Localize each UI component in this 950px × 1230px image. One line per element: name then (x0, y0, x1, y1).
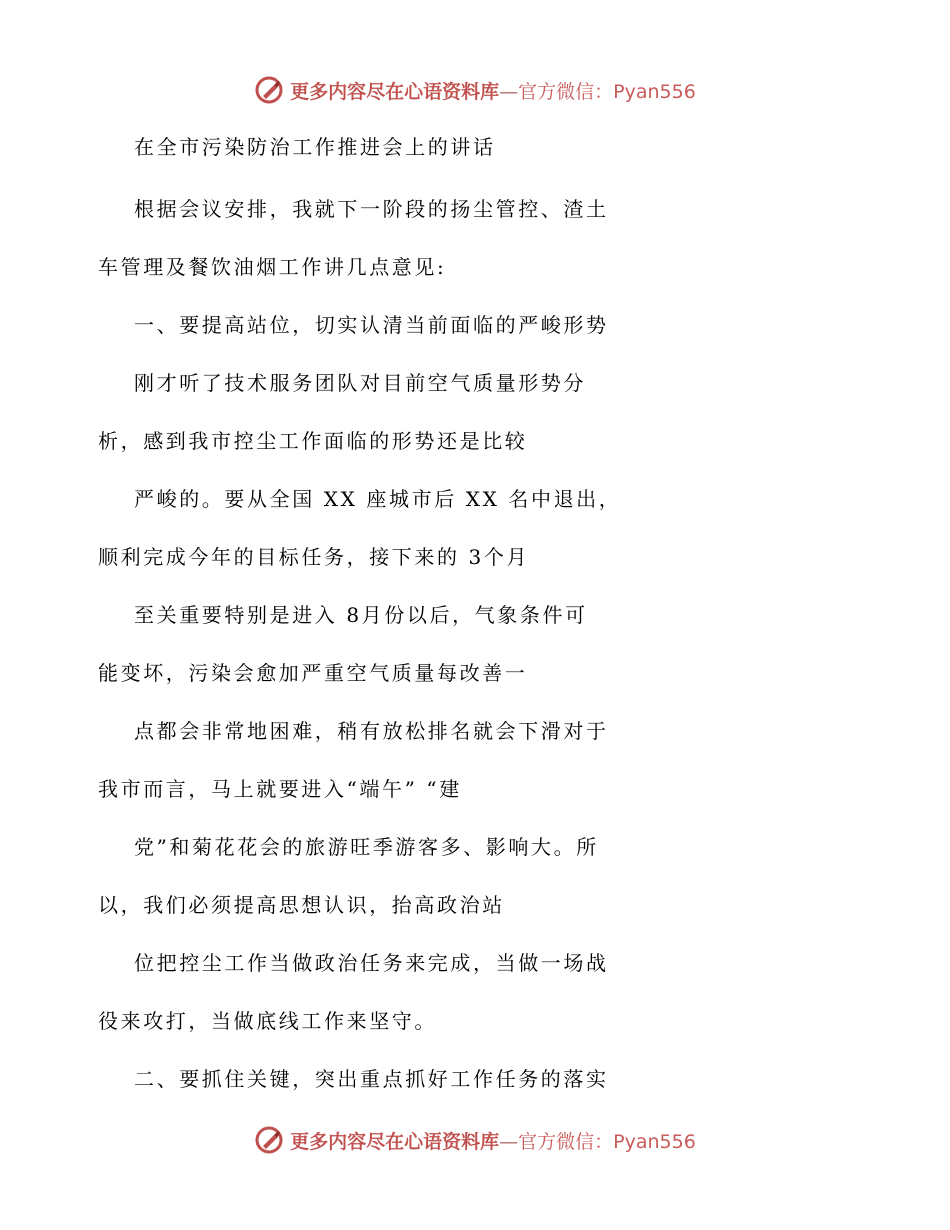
pen-badge-icon (254, 1125, 284, 1155)
text-line: 刚才听了技术服务团队对目前空气质量形势分 (134, 371, 586, 395)
banner-brand: 更多内容尽在心语资料库 (290, 80, 500, 103)
banner-brand: 更多内容尽在心语资料库 (290, 1130, 500, 1153)
text-line: 车管理及餐饮油烟工作讲几点意见: (98, 255, 447, 279)
banner-separator: — (499, 1130, 519, 1153)
text-line: 党”和菊花花会的旅游旺季游客多、影响大。所 (134, 835, 599, 859)
text-line: 点都会非常地困难，稍有放松排名就会下滑对于 (134, 719, 609, 743)
text-line: 位把控尘工作当做政治任务来完成，当做一场战 (134, 951, 609, 975)
banner-text (290, 1127, 696, 1154)
text-line: 能变坏，污染会愈加严重空气质量每改善一 (98, 661, 528, 685)
header-banner (0, 70, 950, 110)
text-line: 严峻的。要从全国 XX 座城市后 XX 名中退出， (134, 487, 622, 511)
footer-banner (0, 1120, 950, 1160)
banner-wechat: 官方微信：Pyan556 (518, 80, 696, 103)
banner-text (290, 77, 696, 104)
banner-wechat: 官方微信：Pyan556 (518, 1130, 696, 1153)
text-line: 我市而言，马上就要进入“端午” “建 (98, 777, 462, 801)
document-title: 在全市污染防治工作推进会上的讲话 (134, 135, 496, 159)
text-line: 顺利完成今年的目标任务，接下来的 3个月 (98, 545, 530, 569)
section-heading: 二、要抓住关键，突出重点抓好工作任务的落实 (134, 1067, 609, 1091)
text-line: 以，我们必须提高思想认识，抬高政治站 (98, 893, 505, 917)
text-line: 至关重要特别是进入 8月份以后，气象条件可 (134, 603, 588, 627)
text-line: 根据会议安排，我就下一阶段的扬尘管控、渣土 (134, 197, 609, 221)
pen-badge-icon (254, 75, 284, 105)
banner-separator: — (499, 80, 519, 103)
text-line: 役来攻打，当做底线工作来坚守。 (98, 1009, 437, 1033)
section-heading: 一、要提高站位，切实认清当前面临的严峻形势 (134, 313, 609, 337)
text-line: 析，感到我市控尘工作面临的形势还是比较 (98, 429, 528, 453)
